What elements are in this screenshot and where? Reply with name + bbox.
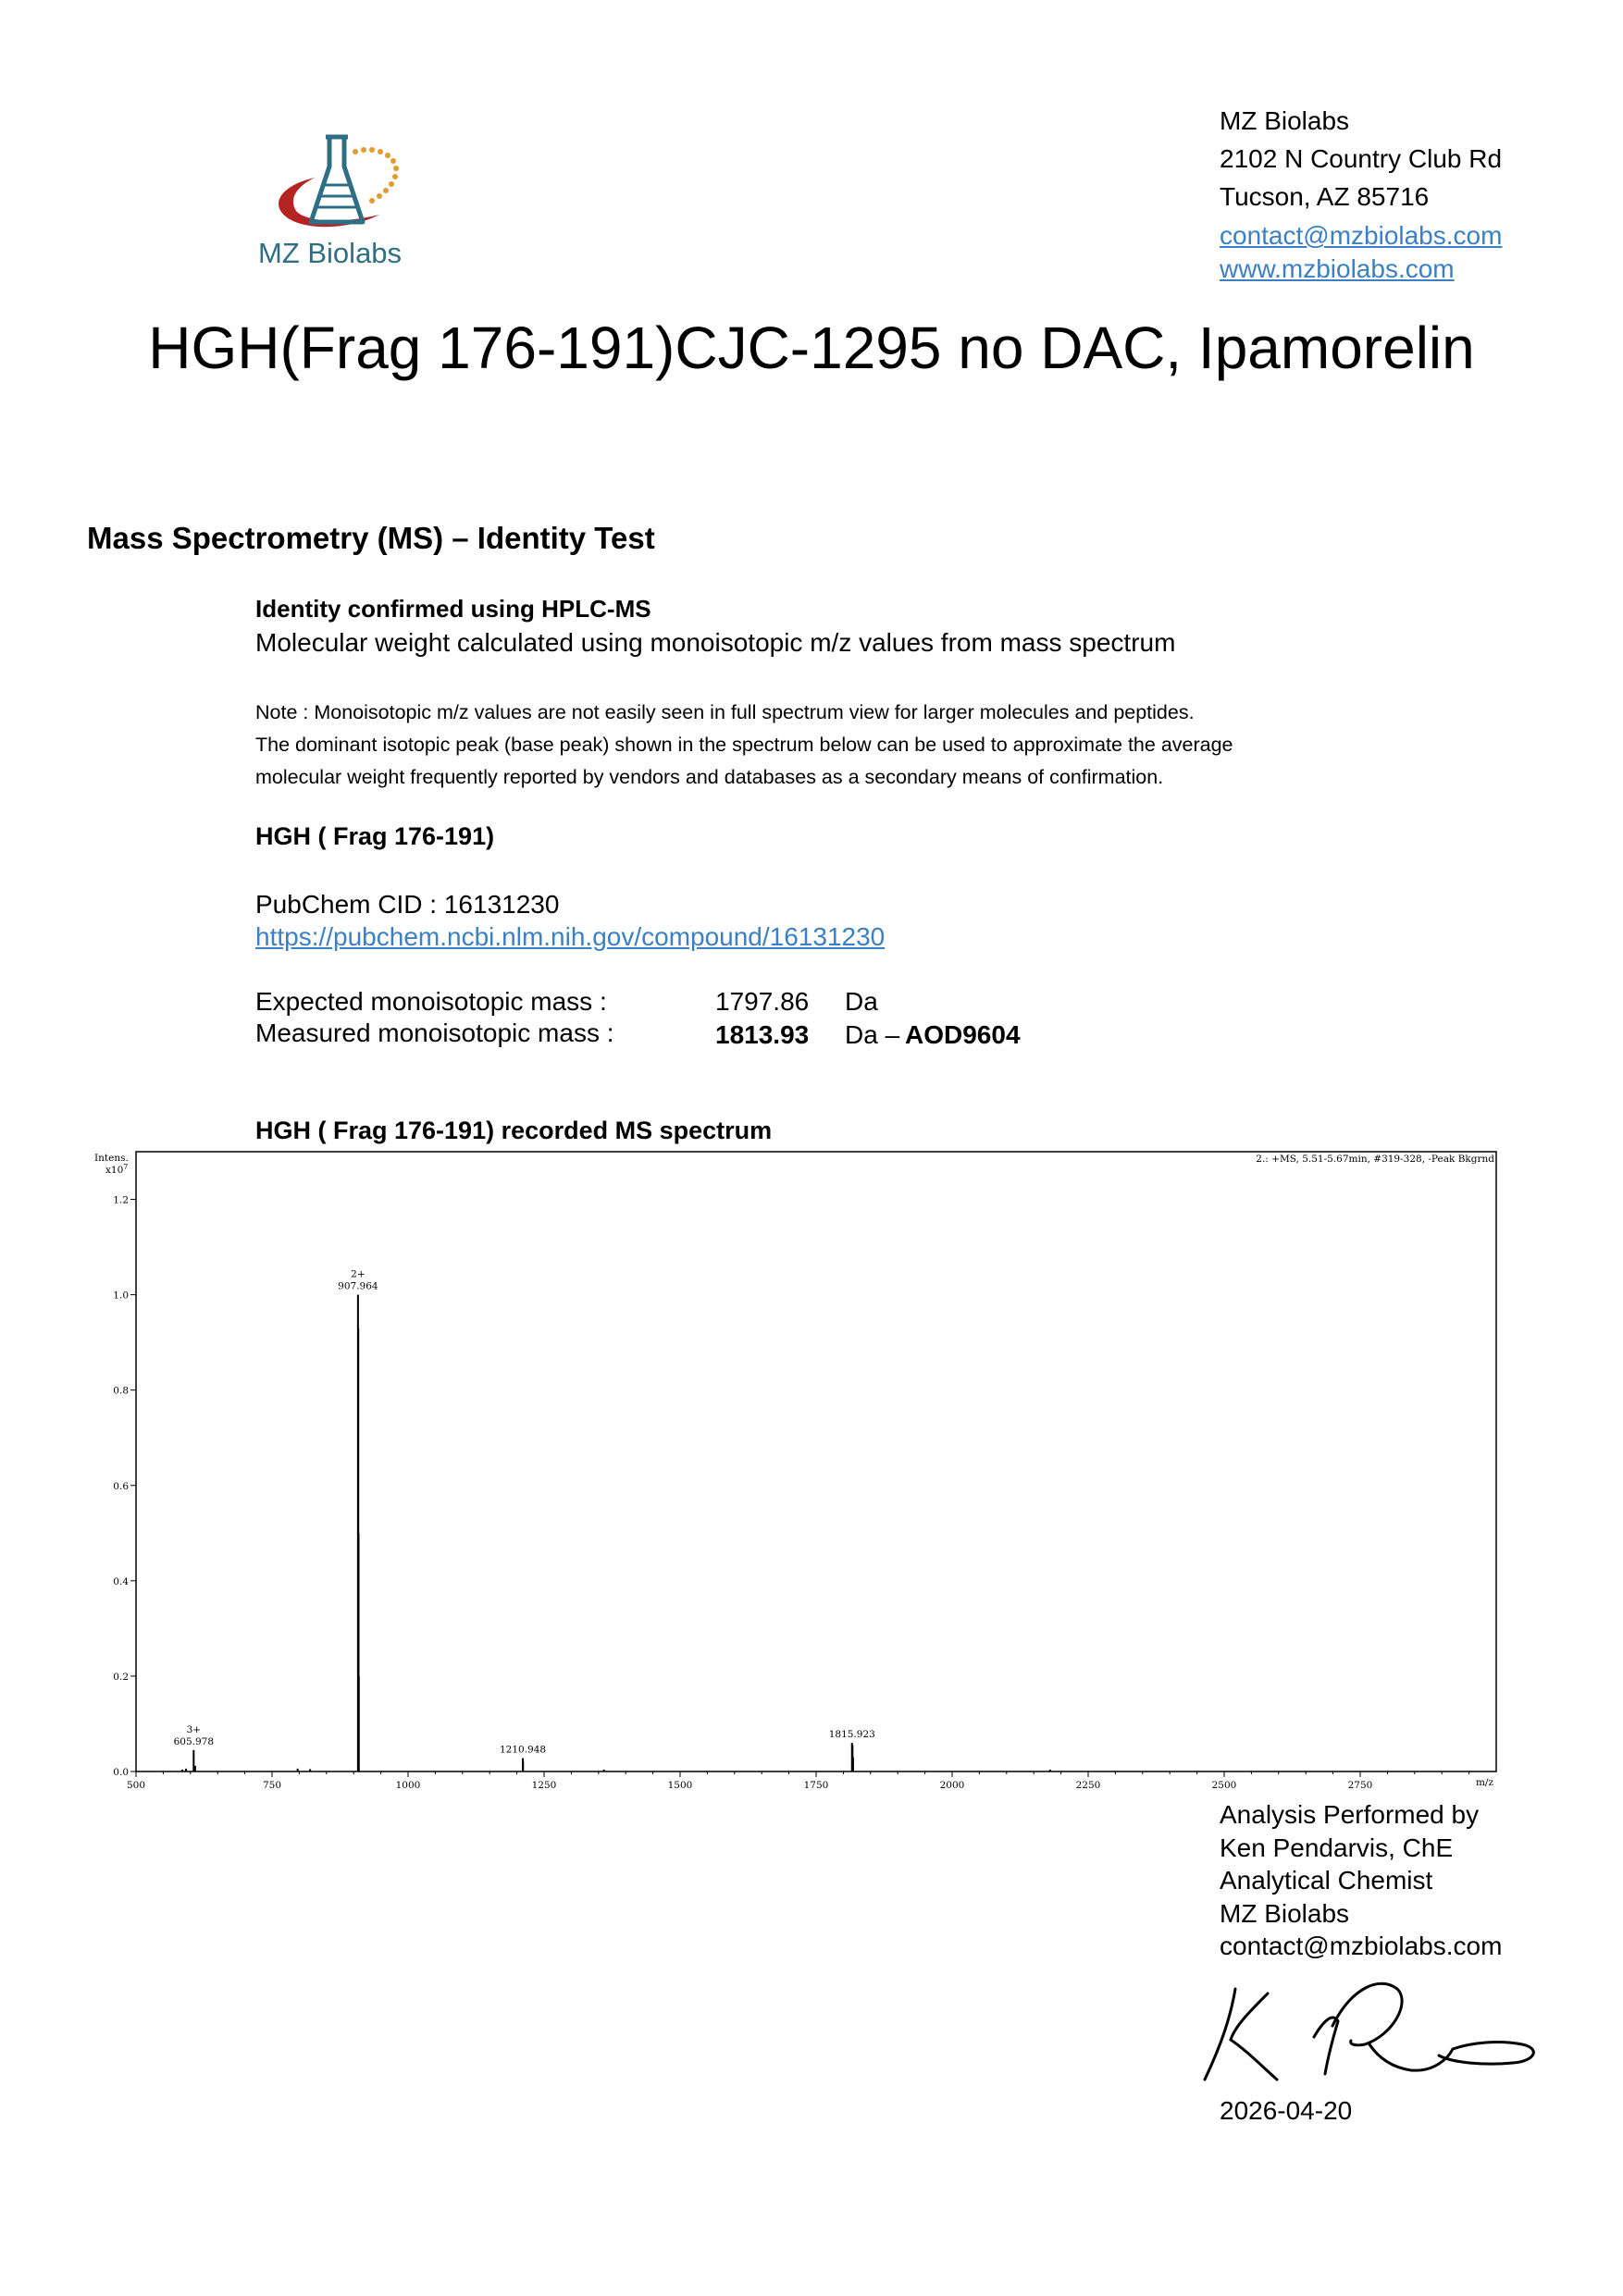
measured-mass-label: Measured monoisotopic mass : [255,1018,614,1047]
x-tick-label: 2250 [1075,1780,1101,1791]
x-tick-label: 1250 [531,1780,557,1791]
company-name: MZ Biolabs [1220,106,1350,135]
pubchem-label: PubChem CID : 16131230 [255,890,560,919]
y-tick-label: 1.2 [113,1194,129,1206]
address-line1: 2102 N Country Club Rd [1220,144,1503,173]
ms-spectrum-chart [83,1145,1508,1791]
x-tick-label: 1750 [803,1780,829,1791]
chart-header: 2.: +MS, 5.51-5.67min, #319-328, -Peak Bkgrnd [1256,1154,1494,1165]
compound-name: HGH ( Frag 176-191) [255,822,495,850]
note-line: Note : Monoisotopic m/z values are not easily seen in full spectrum view for larger molecules and peptides. [255,701,1195,723]
pubchem-link[interactable]: https://pubchem.ncbi.nlm.nih.gov/compound/16131230 [255,922,886,951]
measured-mass-value: 1813.93 [715,1020,810,1049]
expected-mass-unit: Da [845,987,878,1016]
x-tick-label: 1000 [395,1780,421,1791]
peak-label: 605.978 [173,1735,215,1747]
x-tick-label: 750 [262,1780,282,1791]
peak-label: 1815.923 [828,1729,875,1741]
signature-image [1194,1970,1555,2091]
analyst-email: contact@mzbiolabs.com [1220,1932,1503,1960]
note-line: The dominant isotopic peak (base peak) shown in the spectrum below can be used to approximate the average [255,734,1233,756]
analyst-line: Analysis Performed by [1220,1800,1480,1829]
x-axis-label: m/z [1475,1777,1493,1788]
flask-logo-icon [259,130,426,250]
measured-mass-unit: Da – [845,1020,900,1049]
y-axis-label: Intens. [94,1153,129,1164]
email-link[interactable]: contact@mzbiolabs.com [1220,221,1503,250]
analyst-company: MZ Biolabs [1220,1898,1350,1928]
spectrum-heading: HGH ( Frag 176-191) recorded MS spectrum [255,1117,773,1144]
expected-mass-label: Expected monoisotopic mass : [255,987,607,1016]
x-tick-label: 2000 [939,1780,965,1791]
analyst-title: Analytical Chemist [1220,1866,1433,1895]
measured-mass-note: AOD9604 [905,1020,1021,1049]
y-axis-scale: $x10^7$ [105,1163,129,1176]
note-block [255,697,1366,794]
section-title: Mass Spectrometry (MS) – Identity Test [87,521,655,555]
expected-mass-value: 1797.86 [715,987,810,1016]
y-tick-label: 0.0 [113,1767,129,1778]
y-tick-label: 0.6 [113,1480,129,1492]
logo-text: MZ Biolabs [258,237,403,269]
y-tick-label: 1.0 [113,1290,129,1302]
x-tick-label: 2750 [1347,1780,1373,1791]
note-line: molecular weight frequently reported by vendors and databases as a secondary means of confirmation. [255,766,1164,788]
x-tick-label: 2500 [1211,1780,1237,1791]
y-tick-label: 0.4 [113,1575,129,1587]
peak-charge-label: 3+ [186,1723,202,1735]
analyst-name: Ken Pendarvis, ChE [1220,1833,1454,1862]
peak-charge-label: 2+ [351,1268,365,1280]
y-tick-label: 0.2 [113,1671,129,1683]
y-tick-label: 0.8 [113,1385,129,1397]
x-tick-label: 500 [126,1780,146,1791]
peak-label: 1210.948 [499,1744,547,1756]
website-link[interactable]: www.mzbiolabs.com [1220,254,1455,283]
analyst-block [1220,1798,1502,1963]
identity-text: Molecular weight calculated using monoisotopic m/z values from mass spectrum [255,628,1176,657]
address-line2: Tucson, AZ 85716 [1220,182,1430,211]
peak-label: 907.964 [338,1280,378,1292]
identity-heading: Identity confirmed using HPLC-MS [255,595,651,623]
analysis-date: 2026-04-20 [1220,2096,1353,2125]
plot-frame [136,1152,1496,1771]
x-tick-label: 1500 [667,1780,693,1791]
document-title: HGH(Frag 176-191)CJC-1295 no DAC, Ipamorelin [148,315,1475,381]
